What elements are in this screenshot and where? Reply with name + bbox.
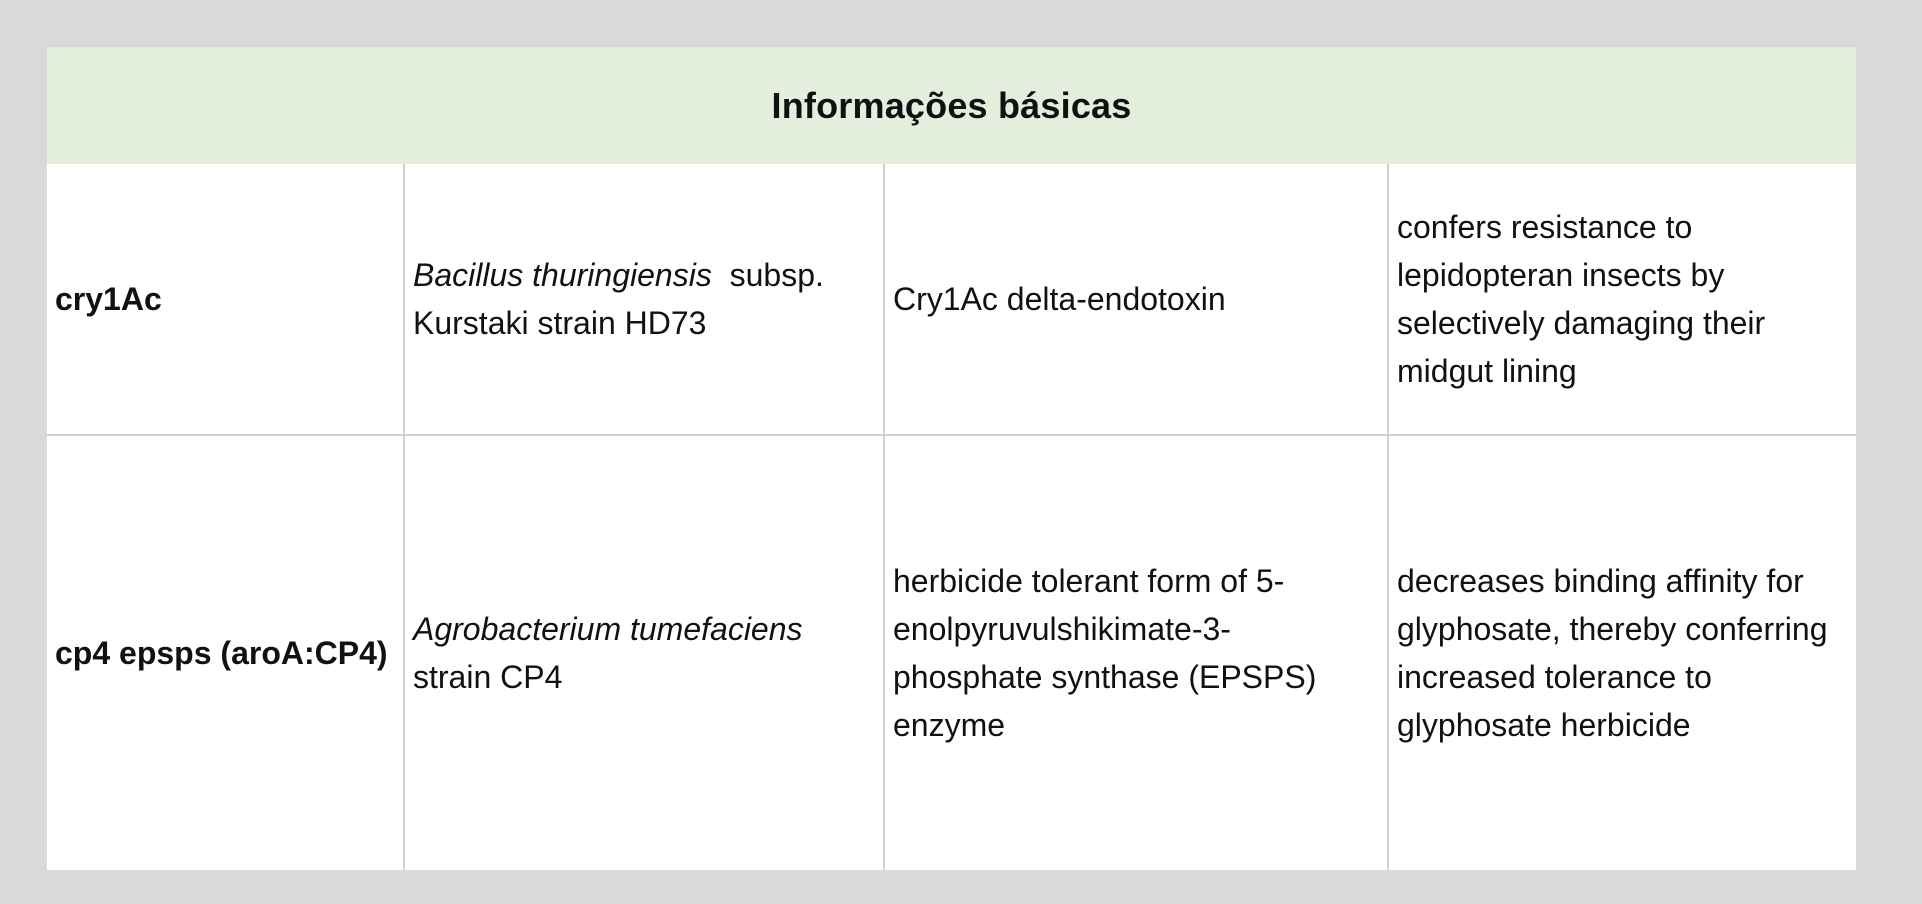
gene-function: confers resistance to lepidopteran insects by selectively damaging their midgut lining [1397,209,1766,389]
source-organism [413,251,875,347]
source-cell[interactable] [405,164,885,436]
gene-product: Cry1Ac delta-endotoxin [893,281,1226,317]
function-cell[interactable] [1389,436,1856,870]
source-species: Agrobacterium tumefaciens [413,611,803,647]
gene-cell[interactable] [47,164,405,436]
function-cell[interactable] [1389,164,1856,436]
gene-product: herbicide tolerant form of 5-enolpyruvulshikimate-3-phosphate synthase (EPSPS) enzyme [893,563,1317,743]
source-cell[interactable] [405,436,885,870]
source-strain: strain CP4 [413,611,812,695]
gene-function: decreases binding affinity for glyphosate, thereby conferring increased tolerance to glyphosate herbicide [1397,563,1828,743]
info-table [47,47,1856,870]
source-organism [413,605,875,701]
table-title-bar [47,47,1856,164]
source-strain: subsp. Kurstaki strain HD73 [413,257,833,341]
table-title: Informações básicas [771,84,1132,126]
gene-name: cp4 epsps (aroA:CP4) [55,635,388,671]
source-species: Bacillus thuringiensis [413,257,712,293]
product-cell[interactable] [885,164,1389,436]
gene-name: cry1Ac [55,281,162,317]
product-cell[interactable] [885,436,1389,870]
table-body [47,164,1856,870]
gene-cell[interactable] [47,436,405,870]
